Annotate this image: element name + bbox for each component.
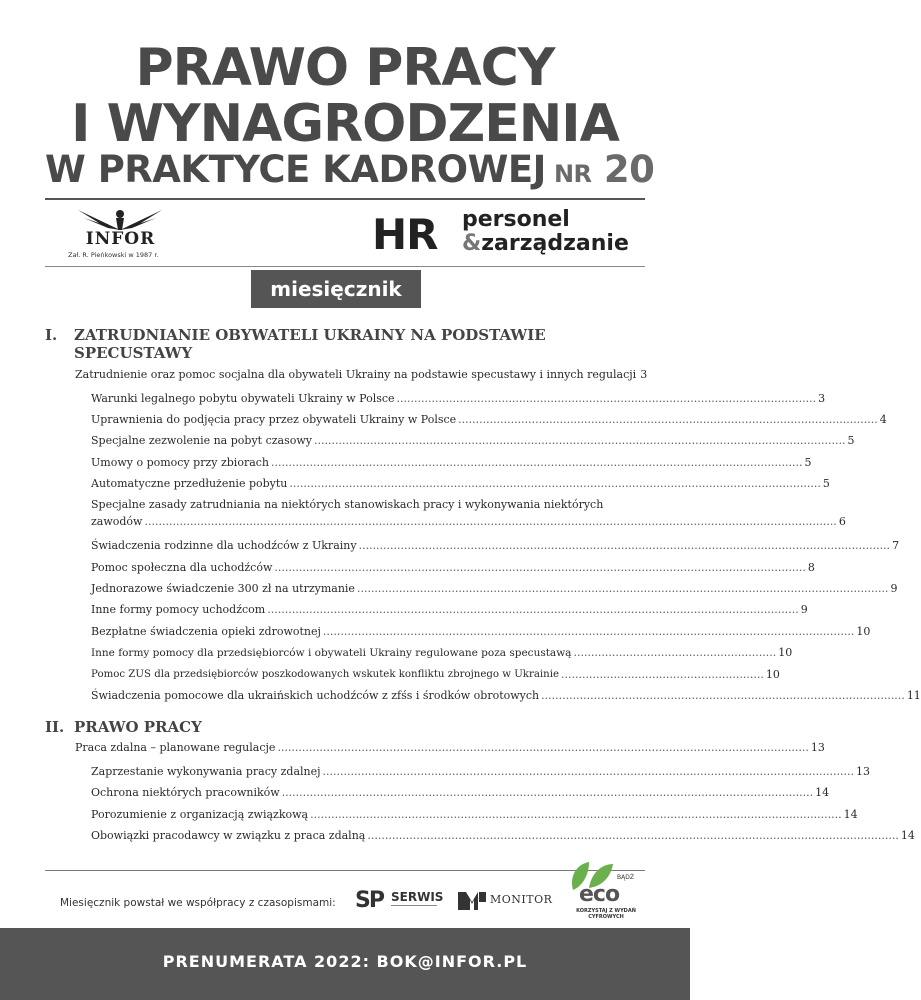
- toc-entry-label: Obowiązki pracodawcy w związku z praca zdalną: [91, 829, 366, 842]
- toc-leader: ......................................................................................................................................................................................................: [144, 515, 837, 528]
- logo-divider: [45, 266, 645, 267]
- serwis-logo-icon: [355, 888, 445, 914]
- section-number: II.: [45, 718, 65, 736]
- toc-leader: ........................................................................................................................................................: [358, 539, 891, 552]
- toc-entry-page: 10: [856, 625, 871, 638]
- section-number: I.: [45, 326, 58, 344]
- hr-logo-amp: &: [462, 231, 482, 256]
- toc-entry[interactable]: [75, 368, 648, 382]
- toc-leader: ........................................................................................................................................................: [277, 741, 809, 754]
- toc-leader: ........................................................................................................................................................: [356, 582, 889, 595]
- eco-logo-text: eco: [579, 882, 620, 907]
- toc-entry[interactable]: [91, 582, 898, 596]
- hr-logo-zarzadzanie-line: [462, 232, 629, 256]
- masthead-line-3: [45, 150, 655, 194]
- toc-entry-page: 14: [843, 808, 858, 821]
- toc-entry-label: Porozumienie z organizacją związkową: [91, 808, 309, 821]
- toc-entry[interactable]: [91, 477, 830, 491]
- serwis-logo-underline: [391, 905, 437, 906]
- toc-entry-page: 10: [778, 646, 793, 659]
- toc-entry[interactable]: [91, 765, 871, 779]
- toc-entry[interactable]: [75, 741, 825, 755]
- toc-leader: ........................................................................................................................................................: [310, 808, 842, 821]
- toc-entry[interactable]: [91, 413, 887, 427]
- toc-leader: ..........................................................: [573, 646, 777, 659]
- footer-divider: [45, 870, 645, 871]
- toc-entry-page: 14: [900, 829, 915, 842]
- cooperation-text: Miesięcznik powstał we współpracy z czasopismami:: [60, 897, 336, 909]
- toc-entry[interactable]: [91, 808, 858, 822]
- hr-logo-personel: personel: [462, 207, 570, 232]
- toc-leader: ........................................................................................................................................................: [367, 829, 899, 842]
- toc-entry[interactable]: [91, 456, 812, 470]
- toc-entry[interactable]: [91, 689, 921, 703]
- toc-entry-page: 13: [856, 765, 871, 778]
- toc-entry-page: 5: [804, 456, 812, 469]
- toc-leader: ........................................................................................................................: [396, 392, 817, 405]
- toc-entry-page: 13: [810, 741, 825, 754]
- toc-entry[interactable]: [91, 498, 846, 529]
- toc-leader: ........................................................................................................................................................: [274, 561, 806, 574]
- toc-entry-page: 8: [807, 561, 815, 574]
- toc-entry-label: Bezpłatne świadczenia opieki zdrowotnej: [91, 625, 321, 638]
- toc-entry-page: 9: [800, 603, 808, 616]
- toc-leader: ........................................................................................................: [541, 689, 905, 702]
- toc-entry[interactable]: [91, 561, 815, 575]
- toc-entry-label: Inne formy pomocy uchodźcom: [91, 603, 266, 616]
- toc-leader: ........................................................................................................................................................: [314, 434, 846, 447]
- section-title: ZATRUDNIANIE OBYWATELI UKRAINY NA PODSTAWIE SPECUSTAWY: [74, 326, 546, 362]
- toc-entry-label: Świadczenia pomocowe dla ukraińskich uchodźców z zfśs i środków obrotowych: [91, 689, 540, 702]
- toc-entry[interactable]: [91, 668, 780, 682]
- monitor-mark-icon: [458, 890, 488, 912]
- toc-entry-page: 11: [906, 689, 921, 702]
- eco-logo-icon: [565, 858, 645, 920]
- toc-leader: ........................................................................................................................................................: [322, 625, 855, 638]
- toc-entry-continuation: [91, 515, 846, 529]
- toc-entry-label: Pomoc społeczna dla uchodźców: [91, 561, 273, 574]
- toc-entry-label: Umowy o pomocy przy zbiorach: [91, 456, 270, 469]
- toc-leader: ........................................................................................................................................................: [322, 765, 855, 778]
- toc-entry-label: Specjalne zezwolenie na pobyt czasowy: [91, 434, 312, 447]
- toc-entry[interactable]: [91, 434, 855, 448]
- toc-entry-page: 6: [838, 515, 846, 528]
- toc-entry[interactable]: [91, 625, 871, 639]
- toc-entry-label: Automatyczne przedłużenie pobytu: [91, 477, 288, 490]
- toc-entry[interactable]: [91, 786, 830, 800]
- toc-entry-label: Uprawnienia do podjęcia pracy przez obywateli Ukrainy w Polsce: [91, 413, 457, 426]
- toc-entry-page: 3: [640, 368, 648, 381]
- toc-entry[interactable]: [91, 646, 793, 660]
- toc-entry-label: Jednorazowe świadczenie 300 zł na utrzymanie: [91, 582, 355, 595]
- serwis-logo-sp: SP: [355, 888, 383, 913]
- eco-logo-sub: KORZYSTAJ Z WYDAŃ CYFROWYCH: [576, 908, 636, 920]
- toc-entry-page: 5: [847, 434, 855, 447]
- toc-entry-page: 4: [879, 413, 887, 426]
- toc-entry[interactable]: [91, 539, 900, 553]
- frequency-badge: miesięcznik: [251, 270, 421, 308]
- toc-leader: ..........................................................: [561, 668, 764, 681]
- masthead-line-3-text: W PRAKTYCE KADROWEJ: [45, 148, 546, 191]
- toc-leader: ........................................................................................................................................................: [281, 786, 814, 799]
- toc-entry[interactable]: [91, 829, 915, 843]
- infor-founded: Zał. R. Pieńkowski w 1987 r.: [68, 251, 159, 259]
- toc-leader: ........................................................................................................................................................: [289, 477, 821, 490]
- toc-entry-page: 5: [822, 477, 830, 490]
- toc-entry[interactable]: [91, 392, 826, 406]
- toc-leader: ........................................................................................................................................................: [267, 603, 799, 616]
- issue-number: 20: [603, 148, 655, 191]
- toc-entry-label: Ochrona niektórych pracowników: [91, 786, 280, 799]
- toc-entry-label: Inne formy pomocy dla przedsiębiorców i obywateli Ukrainy regulowane poza specustawą: [91, 647, 572, 659]
- toc-entry-label: Zatrudnienie oraz pomoc socjalna dla obywateli Ukrainy na podstawie specustawy i innych regulacji: [75, 368, 637, 381]
- toc-entry-label: Warunki legalnego pobytu obywateli Ukrainy w Polsce: [91, 392, 395, 405]
- subscription-footer: [0, 928, 690, 1000]
- toc-entry[interactable]: [91, 603, 808, 617]
- masthead-line-1: PRAWO PRACY: [135, 38, 555, 98]
- toc-entry-label: Świadczenia rodzinne dla uchodźców z Ukrainy: [91, 539, 357, 552]
- toc-leader: ........................................................................................................................: [458, 413, 878, 426]
- toc-entry-label-2: zawodów: [91, 515, 143, 528]
- monitor-logo-icon: [458, 888, 554, 914]
- subscription-text[interactable]: PRENUMERATA 2022: BOK@INFOR.PL: [162, 952, 528, 971]
- toc-entry-page: 14: [815, 786, 830, 799]
- infor-logo-text: INFOR: [85, 229, 156, 249]
- toc-entry-label: Specjalne zasady zatrudniania na niektórych stanowiskach pracy i wykonywania niektórych: [91, 498, 604, 511]
- toc-entry-page: 3: [818, 392, 826, 405]
- hr-logo-zarzadzanie: zarządzanie: [481, 231, 629, 256]
- monitor-logo-text: MONITOR: [490, 893, 553, 906]
- hr-logo-mark: HR: [372, 210, 438, 259]
- eco-logo-top: BĄDŹ: [617, 874, 634, 881]
- toc-leader: ........................................................................................................................................................: [271, 456, 803, 469]
- section-title: PRAWO PRACY: [74, 718, 202, 736]
- masthead-line-2: I WYNAGRODZENIA: [71, 94, 619, 154]
- toc-entry-label: Zaprzestanie wykonywania pracy zdalnej: [91, 765, 321, 778]
- serwis-logo-text: SERWIS: [391, 890, 444, 904]
- toc-entry-page: 10: [765, 668, 780, 681]
- issue-nr-label: NR: [553, 160, 592, 188]
- toc-entry-page: 9: [890, 582, 898, 595]
- masthead-divider: [45, 198, 645, 200]
- toc-entry-label: Praca zdalna – planowane regulacje: [75, 741, 276, 754]
- toc-entry-page: 7: [892, 539, 900, 552]
- toc-entry-label: Pomoc ZUS dla przedsiębiorców poszkodowanych wskutek konfliktu zbrojnego w Ukrainie: [91, 669, 560, 680]
